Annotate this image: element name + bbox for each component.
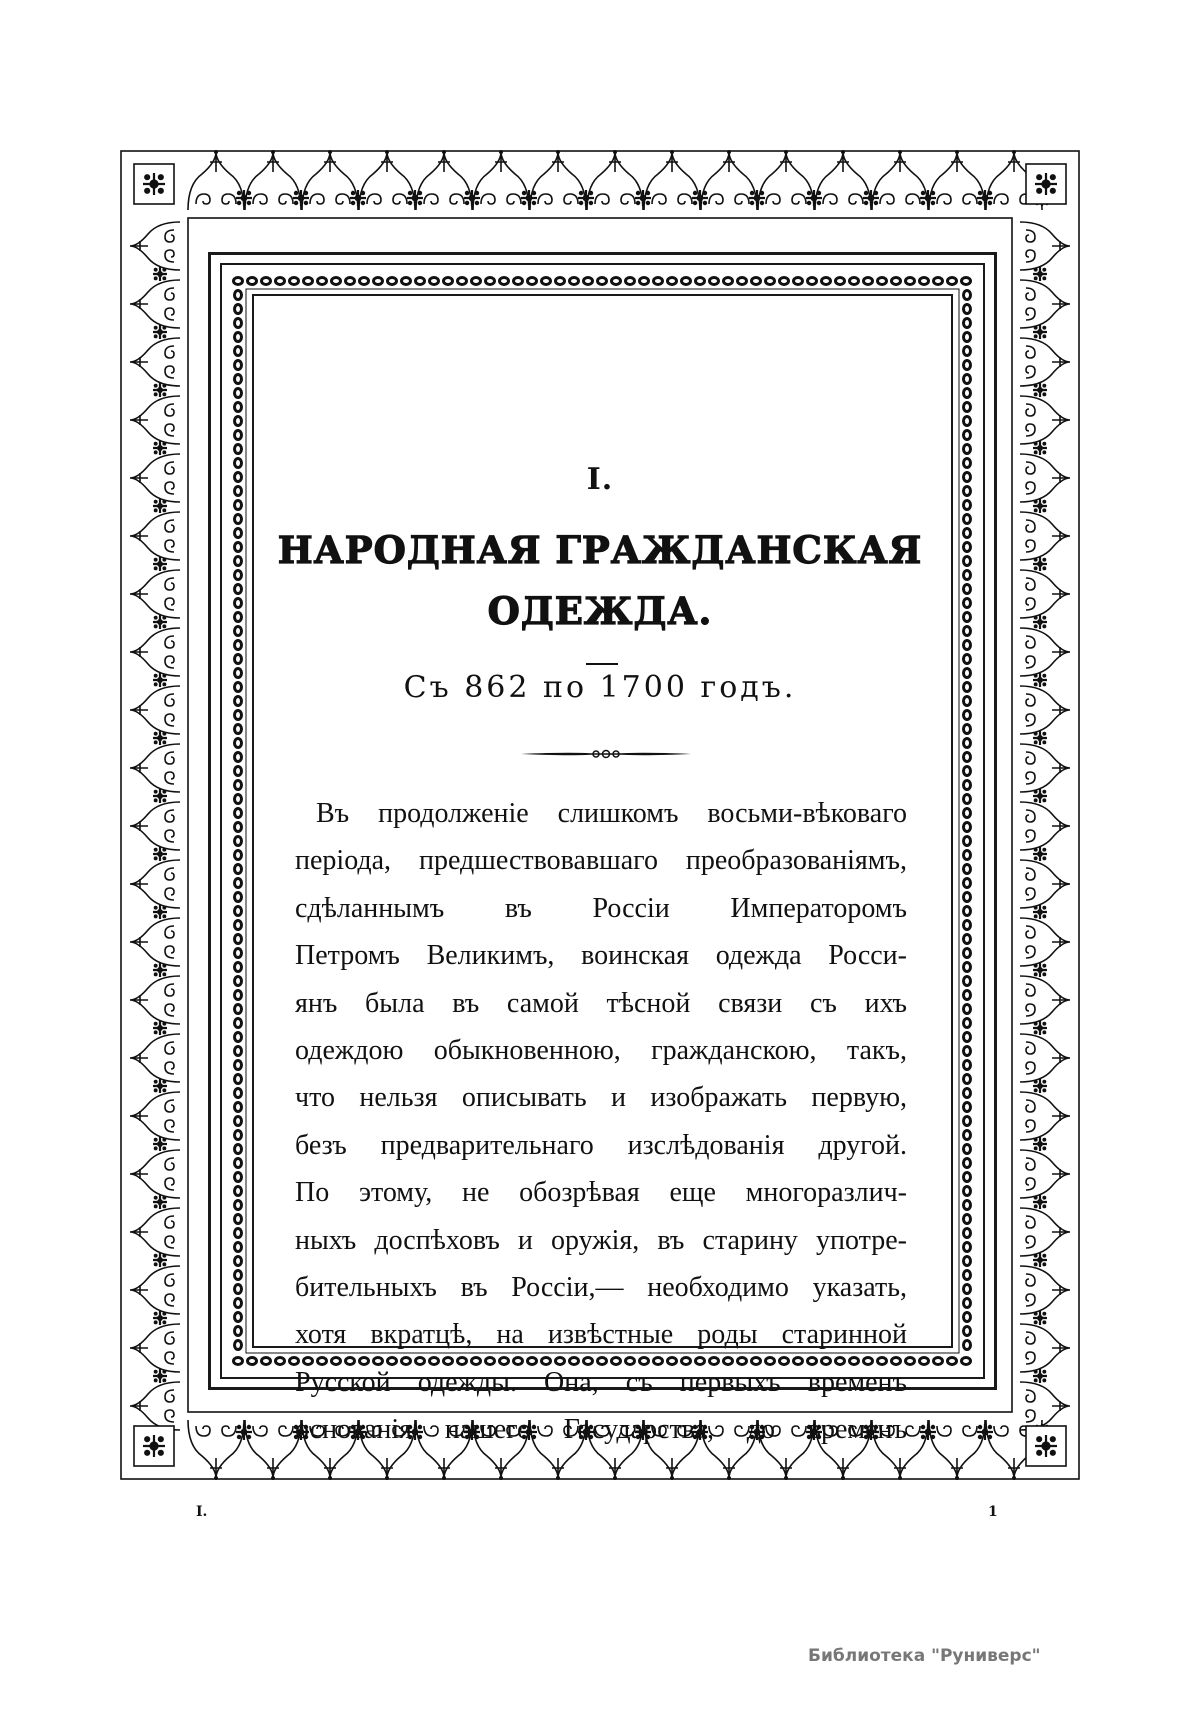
title-rule xyxy=(586,663,618,665)
body-line: хотя вкратцѣ, на извѣстные роды старинной xyxy=(295,1319,907,1351)
chapter-number: I. xyxy=(586,462,614,497)
body-line: что нельзя описывать и изображать первую, xyxy=(295,1082,907,1114)
body-line: Въ продолженіе слишкомъ восьми-вѣковаго xyxy=(316,798,907,829)
body-line: періода, предшествовавшаго преобразованіямъ, xyxy=(295,845,907,877)
page-number: 1 xyxy=(988,1504,998,1520)
body-line: одеждою обыкновенною, гражданскою, такъ, xyxy=(295,1034,907,1066)
body-line: ныхъ доспѣховъ и оружія, въ старину употре- xyxy=(295,1224,907,1256)
chapter-title-line-2: ОДЕЖДА. xyxy=(487,589,713,633)
chapter-subtitle: Съ 862 по 1700 годъ. xyxy=(403,670,797,705)
chapter-title-line-1: НАРОДНАЯ ГРАЖДАНСКАЯ xyxy=(277,528,923,572)
body-line: основанія нашего Государства, до временъ xyxy=(295,1414,907,1446)
library-credit: Библиотека "Руниверс" xyxy=(808,1646,1041,1666)
body-line: сдѣланнымъ въ Россіи Императоромъ xyxy=(295,892,907,924)
signature-mark: I. xyxy=(196,1504,208,1520)
body-line: янъ была въ самой тѣсной связи съ ихъ xyxy=(295,987,907,1019)
body-line: Петромъ Великимъ, воинская одежда Росси- xyxy=(295,940,907,972)
body-line: бительныхъ въ Россіи,— необходимо указать, xyxy=(295,1271,907,1303)
body-line: По этому, не обозрѣвая еще многоразлич- xyxy=(295,1177,907,1209)
body-paragraph xyxy=(295,790,907,1453)
body-line: безъ предварительнаго изслѣдованія другой. xyxy=(295,1129,907,1161)
ornamental-divider xyxy=(521,747,691,761)
body-line: Русской одежды. Она, съ первыхъ временъ xyxy=(295,1366,907,1398)
